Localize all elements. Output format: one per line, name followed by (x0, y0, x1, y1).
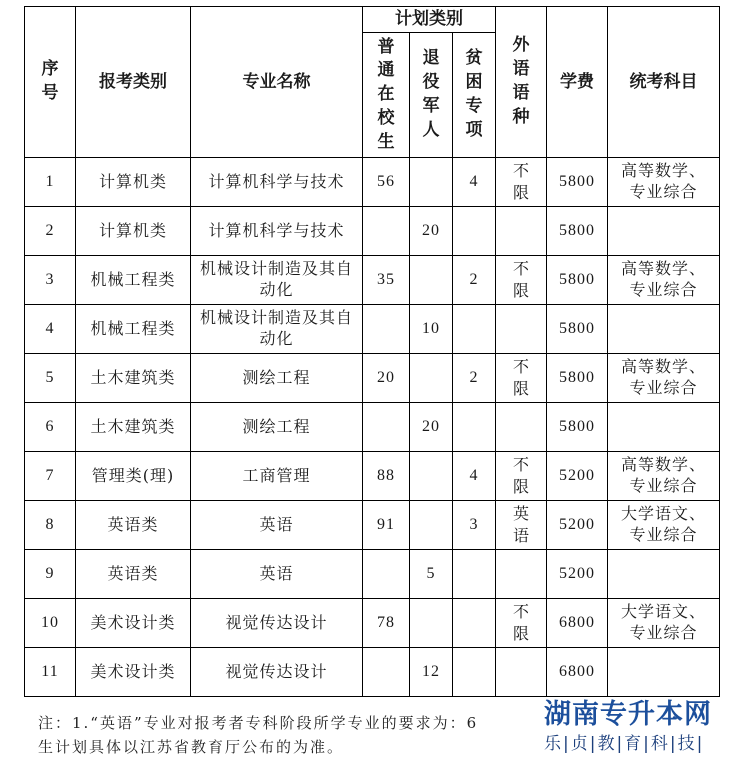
row-plan-poverty (453, 207, 496, 256)
table-row (25, 501, 720, 550)
row-index: 7 (25, 452, 76, 501)
row-major: 英语 (191, 550, 363, 599)
row-index: 5 (25, 354, 76, 403)
row-exam-subjects: 大学语文、专业综合 (608, 501, 720, 550)
row-major: 计算机科学与技术 (191, 158, 363, 207)
table-row (25, 403, 720, 452)
table-row (25, 599, 720, 648)
row-category: 机械工程类 (76, 305, 191, 354)
table-row (25, 207, 720, 256)
row-exam-subjects: 高等数学、专业综合 (608, 256, 720, 305)
row-category: 土木建筑类 (76, 354, 191, 403)
row-major: 机械设计制造及其自动化 (191, 256, 363, 305)
header-language: 外语语种 (496, 7, 547, 158)
row-plan-regular: 91 (363, 501, 410, 550)
row-plan-regular (363, 648, 410, 697)
header-plan-poverty: 贫困专项 (453, 33, 496, 158)
row-language: 英语 (496, 501, 547, 550)
table-row (25, 452, 720, 501)
row-language (496, 207, 547, 256)
row-exam-subjects (608, 550, 720, 599)
row-exam-subjects: 高等数学、专业综合 (608, 354, 720, 403)
row-tuition: 5800 (547, 403, 608, 452)
header-major: 专业名称 (191, 7, 363, 158)
row-plan-veteran (410, 354, 453, 403)
enrollment-plan-table (24, 6, 720, 697)
row-major: 测绘工程 (191, 354, 363, 403)
row-plan-poverty (453, 648, 496, 697)
row-language (496, 403, 547, 452)
row-tuition: 6800 (547, 648, 608, 697)
row-major: 英语 (191, 501, 363, 550)
row-plan-regular: 88 (363, 452, 410, 501)
row-language (496, 648, 547, 697)
watermark-logo (544, 699, 736, 761)
row-plan-poverty (453, 305, 496, 354)
row-plan-veteran (410, 501, 453, 550)
table-row (25, 158, 720, 207)
row-category: 美术设计类 (76, 599, 191, 648)
row-index: 10 (25, 599, 76, 648)
row-plan-veteran (410, 158, 453, 207)
header-plan-group: 计划类别 (363, 7, 496, 33)
row-language: 不限 (496, 256, 547, 305)
row-language (496, 550, 547, 599)
row-category: 计算机类 (76, 158, 191, 207)
row-plan-veteran: 5 (410, 550, 453, 599)
row-language: 不限 (496, 158, 547, 207)
row-language: 不限 (496, 354, 547, 403)
row-exam-subjects (608, 403, 720, 452)
row-plan-poverty: 3 (453, 501, 496, 550)
row-plan-poverty: 2 (453, 354, 496, 403)
row-plan-regular: 20 (363, 354, 410, 403)
table-row (25, 256, 720, 305)
row-major: 视觉传达设计 (191, 599, 363, 648)
row-plan-veteran: 12 (410, 648, 453, 697)
row-plan-poverty (453, 403, 496, 452)
row-plan-regular (363, 207, 410, 256)
row-plan-veteran (410, 256, 453, 305)
row-plan-regular: 78 (363, 599, 410, 648)
row-plan-regular: 56 (363, 158, 410, 207)
row-index: 8 (25, 501, 76, 550)
row-plan-regular (363, 550, 410, 599)
row-tuition: 5800 (547, 305, 608, 354)
row-category: 计算机类 (76, 207, 191, 256)
footnote (38, 711, 478, 759)
footnote-line-2: 生计划具体以江苏省教育厅公布的为准。 (38, 738, 345, 756)
row-tuition: 5800 (547, 256, 608, 305)
watermark-subtitle: 乐|贞|教|育|科|技| (544, 734, 705, 754)
row-plan-veteran (410, 452, 453, 501)
header-exam-subjects: 统考科目 (608, 7, 720, 158)
header-category: 报考类别 (76, 7, 191, 158)
watermark-title: 湖南专升本网 (544, 699, 712, 730)
row-tuition: 5200 (547, 550, 608, 599)
row-exam-subjects (608, 305, 720, 354)
row-category: 管理类(理) (76, 452, 191, 501)
header-plan-veteran: 退役军人 (410, 33, 453, 158)
row-exam-subjects: 高等数学、专业综合 (608, 158, 720, 207)
row-tuition: 5800 (547, 354, 608, 403)
row-index: 11 (25, 648, 76, 697)
row-index: 9 (25, 550, 76, 599)
row-major: 视觉传达设计 (191, 648, 363, 697)
row-category: 土木建筑类 (76, 403, 191, 452)
row-exam-subjects: 大学语文、专业综合 (608, 599, 720, 648)
row-plan-poverty: 4 (453, 158, 496, 207)
row-plan-veteran: 20 (410, 403, 453, 452)
row-major: 测绘工程 (191, 403, 363, 452)
row-tuition: 5800 (547, 158, 608, 207)
row-category: 英语类 (76, 550, 191, 599)
row-plan-veteran (410, 599, 453, 648)
footnote-line-1: 注：1.“英语”专业对报考者专科阶段所学专业的要求为：6 (38, 714, 479, 732)
table-row (25, 648, 720, 697)
row-index: 2 (25, 207, 76, 256)
row-plan-regular (363, 305, 410, 354)
row-index: 4 (25, 305, 76, 354)
row-tuition: 5800 (547, 207, 608, 256)
row-plan-veteran: 10 (410, 305, 453, 354)
row-category: 机械工程类 (76, 256, 191, 305)
header-index: 序号 (25, 7, 76, 158)
row-index: 6 (25, 403, 76, 452)
row-major: 计算机科学与技术 (191, 207, 363, 256)
row-tuition: 5200 (547, 452, 608, 501)
row-tuition: 5200 (547, 501, 608, 550)
row-plan-veteran: 20 (410, 207, 453, 256)
row-plan-poverty (453, 550, 496, 599)
row-language: 不限 (496, 452, 547, 501)
row-plan-regular (363, 403, 410, 452)
row-tuition: 6800 (547, 599, 608, 648)
table-row (25, 305, 720, 354)
row-plan-regular: 35 (363, 256, 410, 305)
row-index: 1 (25, 158, 76, 207)
row-plan-poverty (453, 599, 496, 648)
row-plan-poverty: 4 (453, 452, 496, 501)
row-major: 机械设计制造及其自动化 (191, 305, 363, 354)
row-major: 工商管理 (191, 452, 363, 501)
row-category: 英语类 (76, 501, 191, 550)
table-row (25, 550, 720, 599)
row-category: 美术设计类 (76, 648, 191, 697)
row-language: 不限 (496, 599, 547, 648)
row-exam-subjects (608, 648, 720, 697)
header-tuition: 学费 (547, 7, 608, 158)
row-exam-subjects (608, 207, 720, 256)
table-row (25, 354, 720, 403)
row-index: 3 (25, 256, 76, 305)
header-plan-regular: 普通在校生 (363, 33, 410, 158)
row-language (496, 305, 547, 354)
row-plan-poverty: 2 (453, 256, 496, 305)
row-exam-subjects: 高等数学、专业综合 (608, 452, 720, 501)
